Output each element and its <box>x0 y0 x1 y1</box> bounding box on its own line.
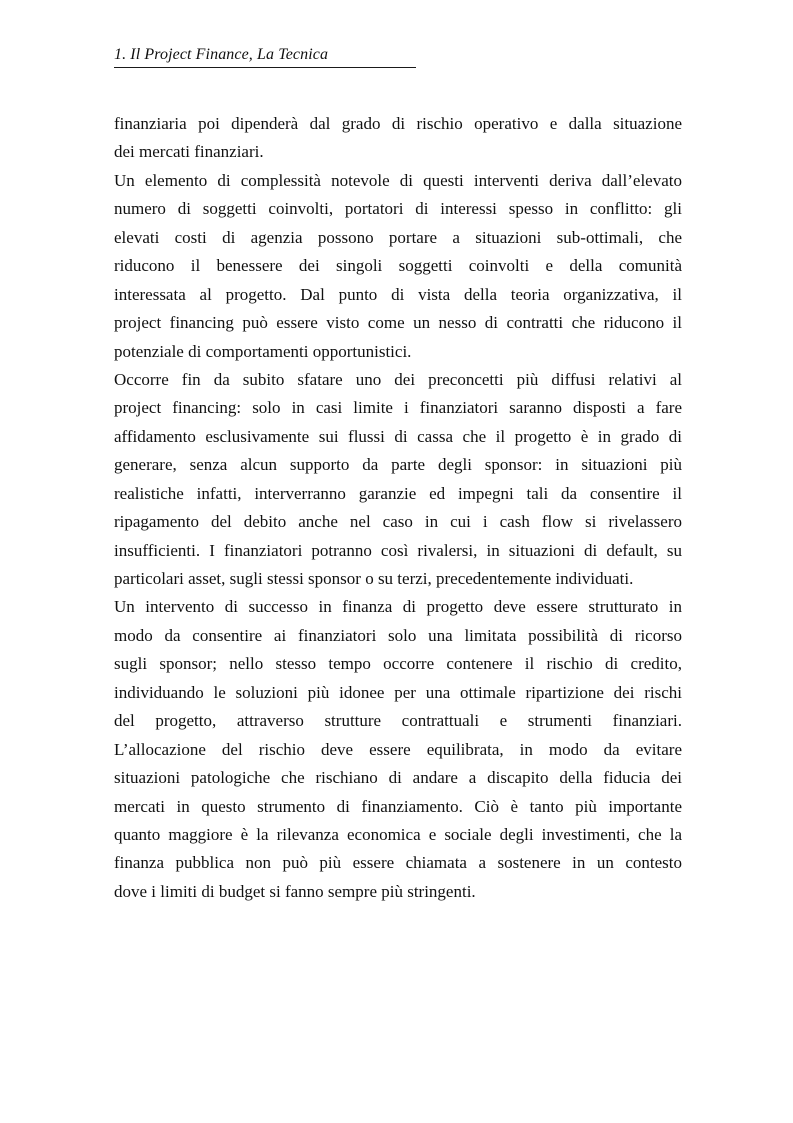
text-line: situazioni patologiche che rischiano di andare a discapito della fiducia dei <box>114 768 682 788</box>
text-line: insufficienti. I finanziatori potranno così rivalersi, in situazioni di default, su <box>114 540 682 560</box>
text-line: individuando le soluzioni più idonee per una ottimale ripartizione dei rischi <box>114 682 682 702</box>
text-line: project financing può essere visto come un nesso di contratti che riducono il <box>114 313 682 333</box>
text-line: sugli sponsor; nello stesso tempo occorre contenere il rischio di credito, <box>114 654 682 674</box>
text-line: modo da consentire ai finanziatori solo una limitata possibilità di ricorso <box>114 625 682 645</box>
running-header <box>114 46 416 68</box>
text-line: potenziale di comportamenti opportunistici. <box>114 341 412 361</box>
text-line: riducono il benessere dei singoli soggetti coinvolti e della comunità <box>114 256 682 276</box>
text-line: Occorre fin da subito sfatare uno dei preconcetti più diffusi relativi al <box>114 369 682 389</box>
text-line: dei mercati finanziari. <box>114 142 264 162</box>
text-line: finanziaria poi dipenderà dal grado di rischio operativo e dalla situazione <box>114 114 682 133</box>
text-line: numero di soggetti coinvolti, portatori di interessi spesso in conflitto: gli <box>114 199 682 219</box>
text-line: affidamento esclusivamente sui flussi di cassa che il progetto è in grado di <box>114 426 682 446</box>
text-line: ripagamento del debito anche nel caso in cui i cash flow si rivelassero <box>114 512 682 532</box>
text-line: finanza pubblica non può più essere chiamata a sostenere in un contesto <box>114 853 682 873</box>
body-text <box>114 110 682 906</box>
text-line: Un elemento di complessità notevole di questi interventi deriva dall’elevato <box>114 170 682 190</box>
text-line: particolari asset, sugli stessi sponsor o su terzi, precedentemente individuati. <box>114 569 634 588</box>
text-line: L’allocazione del rischio deve essere equilibrata, in modo da evitare <box>114 739 682 759</box>
header-title: 1. Il Project Finance, La Tecnica <box>114 46 329 63</box>
text-line: generare, senza alcun supporto da parte degli sponsor: in situazioni più <box>114 455 682 475</box>
text-line: dove i limiti di budget si fanno sempre più stringenti. <box>114 881 476 901</box>
text-line: del progetto, attraverso strutture contrattuali e strumenti finanziari. <box>114 711 682 731</box>
text-line: quanto maggiore è la rilevanza economica e sociale degli investimenti, che la <box>114 824 682 844</box>
text-line: Un intervento di successo in finanza di progetto deve essere strutturato in <box>114 597 682 617</box>
text-line: elevati costi di agenzia possono portare a situazioni sub-ottimali, che <box>114 227 682 247</box>
text-line: realistiche infatti, interverranno garanzie ed impegni tali da consentire il <box>114 483 682 503</box>
text-line: interessata al progetto. Dal punto di vista della teoria organizzativa, il <box>114 284 682 304</box>
text-line: mercati in questo strumento di finanziamento. Ciò è tanto più importante <box>114 796 682 816</box>
text-line: project financing: solo in casi limite i finanziatori saranno disposti a fare <box>114 398 682 418</box>
